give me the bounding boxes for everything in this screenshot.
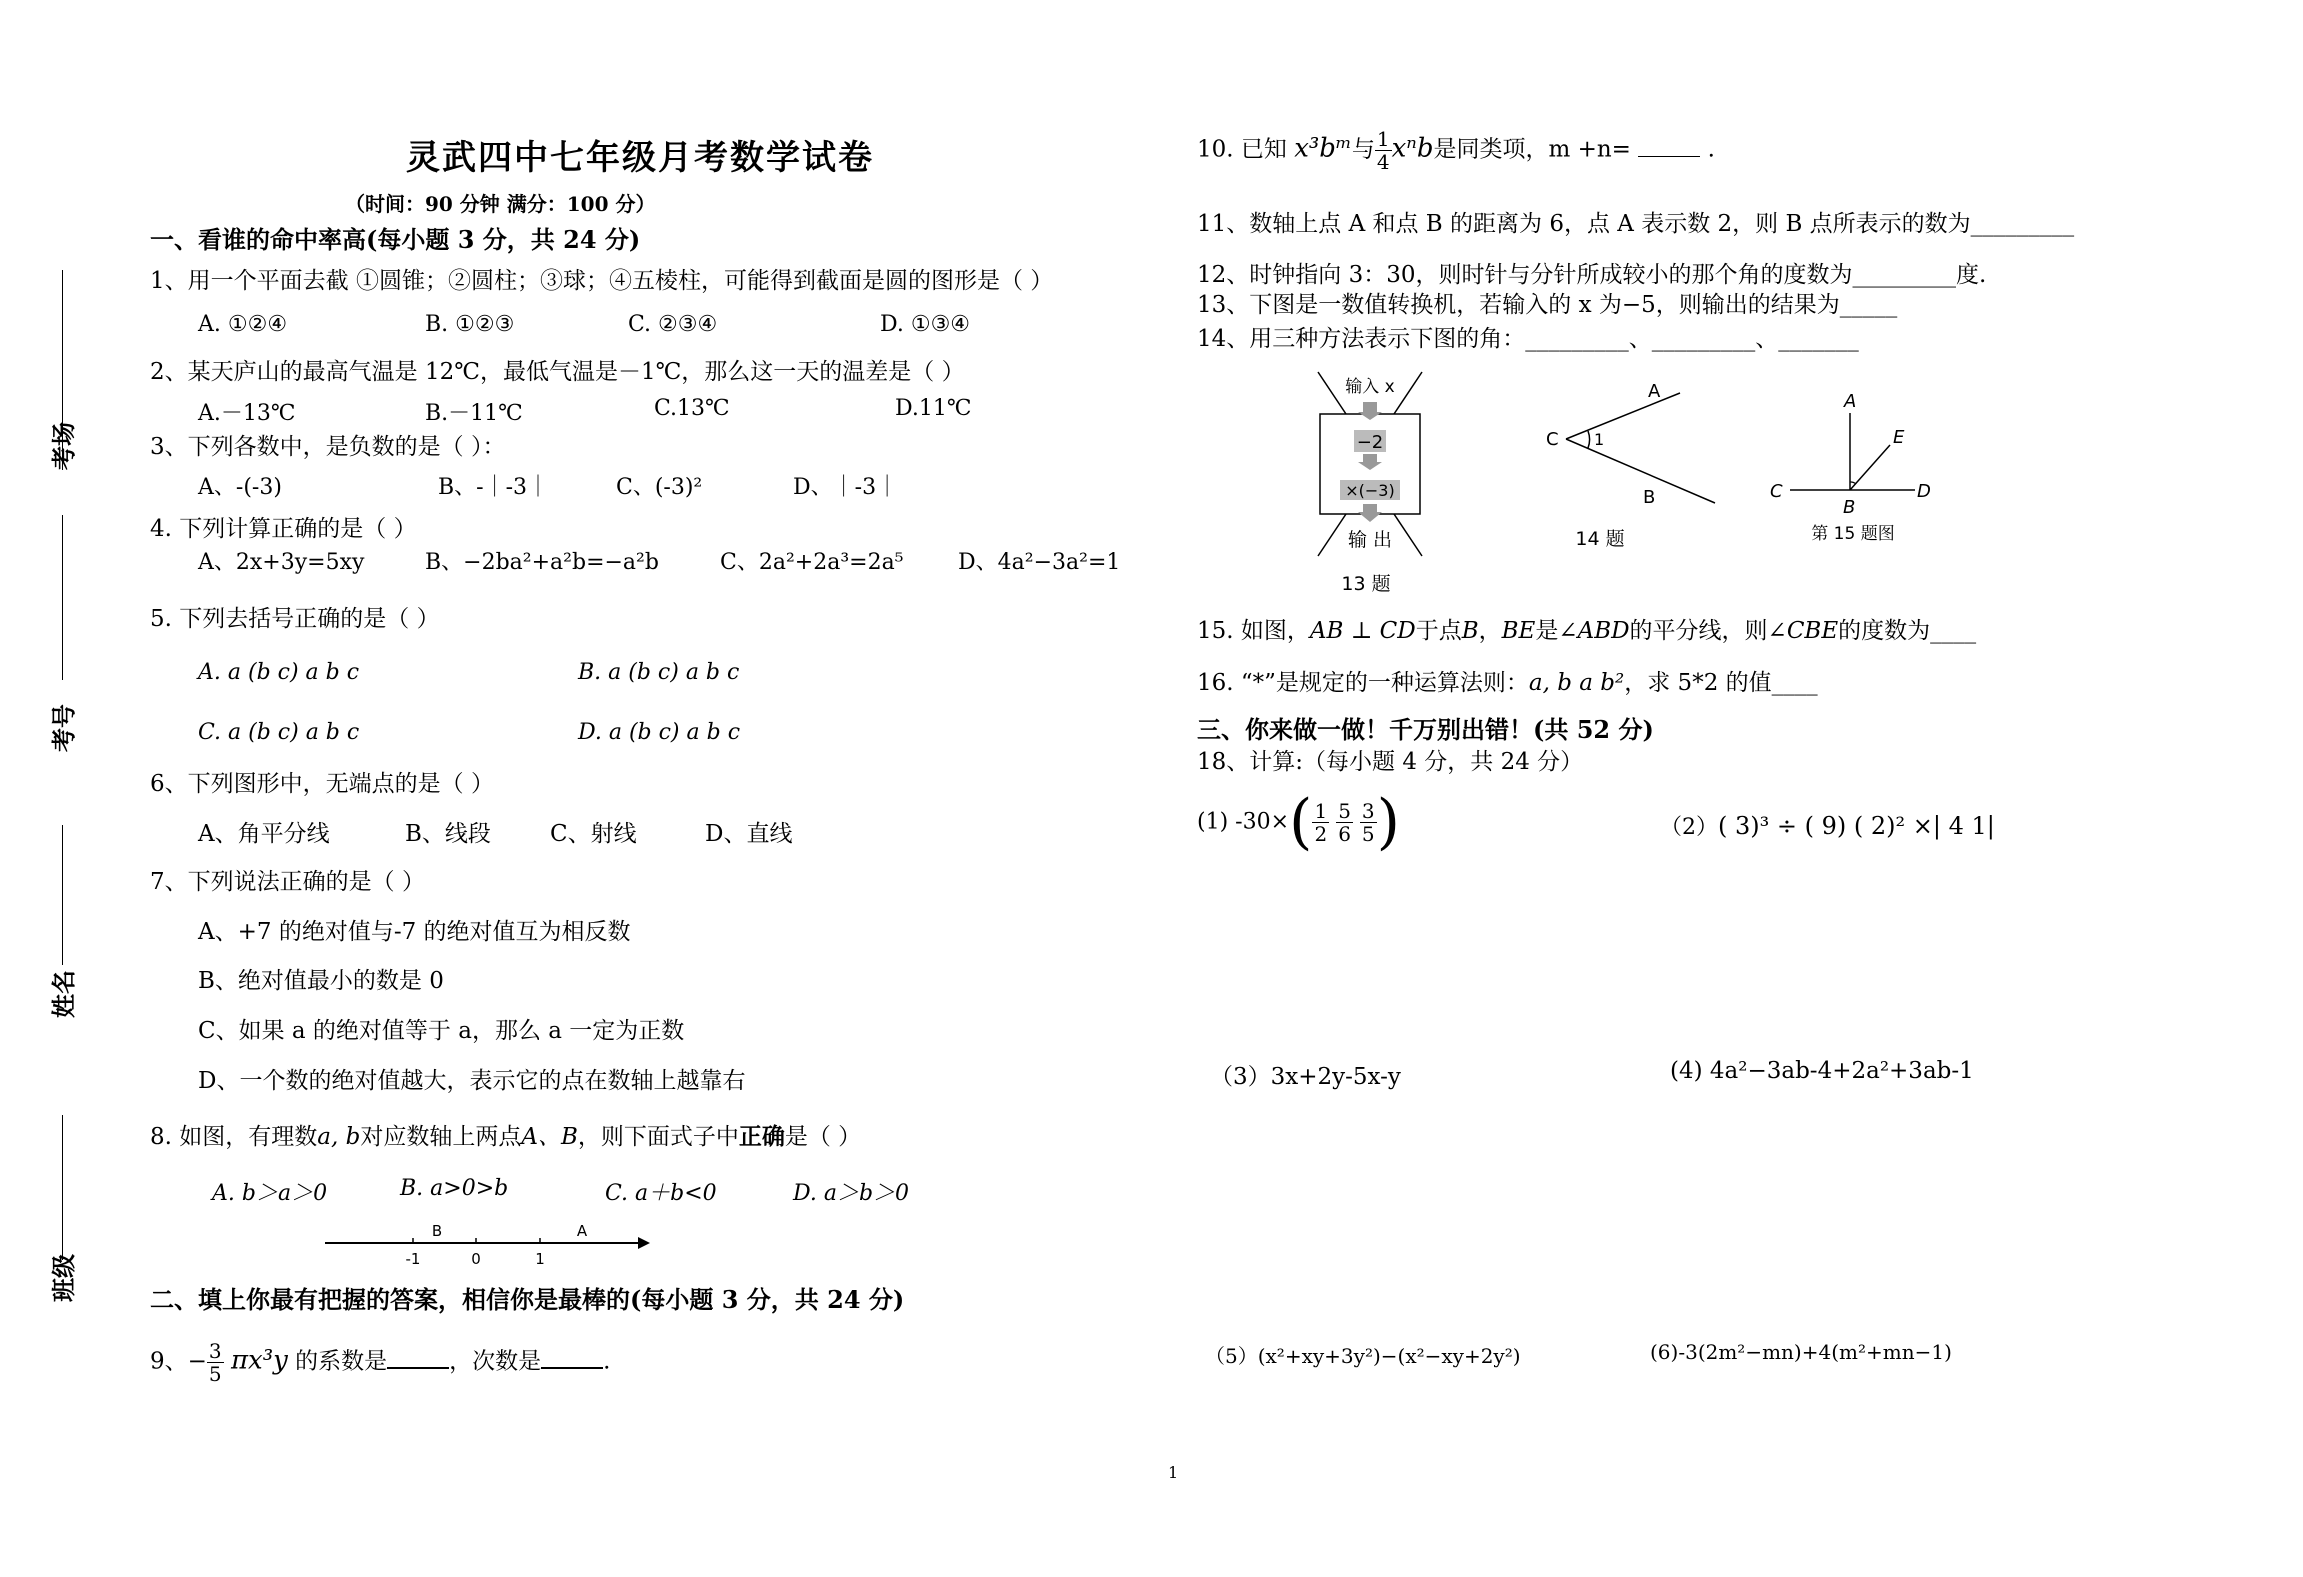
nl-tick-neg1: -1	[405, 1250, 421, 1268]
q16	[1197, 664, 1818, 697]
q15	[1197, 612, 1976, 645]
q7-text: 7、下列说法正确的是（ ）	[150, 869, 425, 895]
section1-heading: 一、看谁的命中率高(每小题 3 分，共 24 分)	[150, 225, 641, 254]
q15-mid3: 是	[1535, 618, 1559, 644]
q5-text: 5. 下列去括号正确的是（ ）	[150, 606, 440, 632]
q8-option-a: A. b＞a＞0	[212, 1181, 328, 1206]
q8-points: A、B	[521, 1124, 578, 1150]
q3-option-c: C、(-3)²	[616, 475, 703, 500]
q8-option-c: C. a＋b<0	[605, 1181, 717, 1206]
q15-abd: ∠ABD	[1558, 618, 1630, 644]
q6-option-b: B、线段	[405, 821, 491, 847]
q7-option-c: C、如果 a 的绝对值等于 a，那么 a 一定为正数	[198, 1018, 685, 1044]
q6-option-a: A、角平分线	[198, 821, 330, 847]
q7-option-a: A、+7 的绝对值与-7 的绝对值互为相反数	[198, 919, 631, 945]
binding-line-3	[62, 825, 63, 965]
calc-4: (4) 4a²−3ab-4+2a²+3ab-1	[1670, 1058, 1974, 1084]
fig15-a: A	[1844, 391, 1857, 412]
q4-text: 4. 下列计算正确的是（ ）	[150, 516, 417, 542]
q15-be: BE	[1501, 618, 1536, 644]
section2-heading: 二、填上你最有把握的答案，相信你是最棒的(每小题 3 分，共 24 分)	[150, 1285, 905, 1314]
q10	[1197, 128, 1715, 173]
fig14-b: B	[1643, 487, 1656, 508]
calc-2	[1660, 810, 1995, 841]
calc-2-expr: ( 3)³ ÷ ( 9) ( 2)² ×| 4 1|	[1718, 812, 1995, 840]
label-name: 姓名	[49, 970, 78, 1018]
binding-line-4	[62, 1115, 63, 1260]
nl-point-b: B	[431, 1222, 443, 1240]
fig13-input: 输入 x	[1345, 377, 1395, 397]
q5-option-d: D. a (b c) a b c	[578, 720, 741, 745]
q2-option-b: B.－11℃	[425, 401, 523, 426]
q12: 12、时钟指向 3：30，则时针与分针所成较小的那个角的度数为_________度.	[1197, 262, 1987, 288]
q16-text: 16. “*”是规定的一种运算法则：	[1197, 670, 1529, 696]
q10-expr2: xⁿb	[1391, 133, 1434, 164]
q9-den: 5	[208, 1362, 222, 1386]
q15-prefix: 15. 如图，	[1197, 618, 1310, 644]
q3-option-a: A、-(-3)	[198, 475, 282, 500]
q15-mid2: ，	[1478, 618, 1502, 644]
q10-prefix: 10. 已知	[1197, 136, 1287, 163]
q10-expr1: x³bᵐ	[1294, 133, 1352, 164]
q2-option-a: A.－13℃	[198, 401, 296, 426]
q10-fraction	[1375, 128, 1392, 173]
q3-text: 3、下列各数中，是负数的是（ ）：	[150, 434, 506, 460]
q7-option-b: B、绝对值最小的数是 0	[198, 968, 444, 994]
fig14-c: C	[1546, 429, 1559, 450]
q2-option-d: D.11℃	[895, 396, 972, 421]
q8-vars: a, b	[317, 1124, 361, 1150]
label-exam-room: 考场	[49, 422, 78, 470]
q3-option-d: D、｜-3｜	[793, 475, 899, 500]
q14: 14、用三种方法表示下图的角：_________、_________、_______	[1197, 326, 1859, 352]
calc-1-rparen: )	[1376, 787, 1401, 857]
q15-expr: AB ⊥ CD	[1309, 618, 1416, 644]
calc-1-f3: $\frac{3}{5}$	[1361, 798, 1375, 846]
q2-option-c: C.13℃	[654, 396, 730, 421]
calc-3: （3）3x+2y-5x-y	[1210, 1064, 1401, 1090]
q5-option-c: C. a (b c) a b c	[198, 720, 360, 745]
q9-mid: 的系数是	[295, 1348, 388, 1375]
number-line-figure	[320, 1218, 650, 1278]
fig15-e: E	[1893, 427, 1905, 448]
label-exam-number: 考号	[49, 704, 78, 752]
calc-1	[1197, 787, 1401, 857]
fig14-a: A	[1648, 381, 1661, 402]
fig13-output: 输 出	[1347, 529, 1393, 551]
calc-5: （5）(x²+xy+3y²)−(x²−xy+2y²)	[1205, 1344, 1521, 1368]
q8-text-d: 是（ ）	[784, 1124, 862, 1150]
binding-line-2	[62, 515, 63, 680]
q8-text-a: 8. 如图，有理数	[150, 1124, 318, 1150]
calc-6: (6)-3(2m²−mn)+4(m²+mn−1)	[1650, 1340, 1952, 1364]
fig14-one: 1	[1594, 430, 1605, 449]
q13: 13、下图是一数值转换机，若输入的 x 为−5，则输出的结果为_____	[1197, 292, 1898, 318]
q4-option-b: B、−2ba²+a²b=−a²b	[425, 550, 659, 575]
q10-with: 与	[1351, 136, 1375, 163]
q9-dot: .	[603, 1348, 611, 1375]
q1-option-a: A. ①②④	[198, 312, 288, 337]
q8-text-b: 对应数轴上两点	[360, 1124, 522, 1150]
fig13-op2: ×(−3)	[1345, 481, 1395, 500]
q8-text	[150, 1118, 861, 1151]
q10-num: 1	[1376, 127, 1390, 151]
q1-text: 1、用一个平面去截 ①圆锥；②圆柱；③球；④五棱柱，可能得到截面是圆的图形是（ ）	[150, 268, 1054, 294]
section3-heading: 三、你来做一做！千万别出错！(共 52 分)	[1197, 715, 1654, 744]
q15-cbe: ∠CBE	[1767, 618, 1839, 644]
calc-1-lparen: (	[1289, 787, 1313, 857]
q1-option-c: C. ②③④	[628, 312, 718, 337]
page-subtitle: （时间：90 分钟 满分：100 分）	[345, 192, 656, 216]
q7-option-d: D、一个数的绝对值越大，表示它的点在数轴上越靠右	[198, 1068, 746, 1094]
q2-text: 2、某天庐山的最高气温是 12℃，最低气温是－1℃，那么这一天的温差是（ ）	[150, 359, 965, 385]
calc-1-f1: $\frac{1}{2}$	[1314, 798, 1328, 846]
q10-rest: 是同类项，m +n=	[1433, 136, 1631, 163]
fig15-caption: 第 15 题图	[1811, 524, 1895, 544]
q9	[150, 1340, 610, 1385]
page-title: 灵武四中七年级月考数学试卷	[406, 138, 874, 178]
q6-text: 6、下列图形中，无端点的是（ ）	[150, 771, 494, 797]
q10-end: .	[1707, 136, 1715, 163]
q9-expr: πx³y	[230, 1345, 288, 1376]
q3-option-b: B、-｜-3｜	[438, 475, 550, 500]
q15-b: B	[1461, 618, 1479, 644]
q8-option-b: B. a>0>b	[400, 1176, 509, 1201]
q9-end: ，次数是	[449, 1348, 542, 1375]
q15-end: 的度数为____	[1838, 618, 1977, 644]
q11: 11、数轴上点 A 和点 B 的距离为 6，点 A 表示数 2，则 B 点所表示的数为_________	[1197, 211, 2075, 237]
fig15-c: C	[1770, 481, 1783, 502]
q4-option-c: C、2a²+2a³=2a⁵	[720, 550, 904, 575]
calc-1-label: (1) -30×	[1197, 809, 1290, 835]
nl-point-a: A	[576, 1222, 588, 1240]
q8-option-d: D. a＞b＞0	[793, 1181, 910, 1206]
q6-option-c: C、射线	[550, 821, 637, 847]
q9-num: 3	[208, 1339, 222, 1363]
q9-fraction	[207, 1340, 224, 1385]
calc-1-f2: $\frac{5}{6}$	[1338, 798, 1351, 846]
q15-mid4: 的平分线，则	[1629, 618, 1768, 644]
q8-text-bold: 正确	[738, 1123, 785, 1150]
nl-tick-0: 0	[471, 1250, 481, 1268]
q5-option-a: A. a (b c) a b c	[198, 660, 360, 685]
figure-14-angle	[1530, 375, 1730, 555]
fig15-b: B	[1843, 497, 1856, 518]
q1-option-b: B. ①②③	[425, 312, 515, 337]
q4-option-a: A、2x+3y=5xy	[198, 550, 365, 575]
fig13-caption: 13 题	[1341, 573, 1391, 595]
page-number: 1	[1168, 1463, 1179, 1482]
label-class: 班级	[49, 1254, 78, 1302]
calc-2-label: （2）	[1660, 815, 1718, 840]
figure-13-converter	[1310, 370, 1450, 600]
q8-text-c: ，则下面式子中	[577, 1124, 739, 1150]
q18: 18、计算:（每小题 4 分，共 24 分）	[1197, 749, 1584, 775]
q16-end: ，求 5*2 的值____	[1624, 670, 1818, 696]
q5-option-b: B. a (b c) a b c	[578, 660, 740, 685]
fig15-d: D	[1917, 481, 1931, 502]
fig14-caption: 14 题	[1575, 528, 1625, 550]
figure-15-perpendicular	[1765, 385, 1945, 550]
q16-expr: a, b a b²	[1528, 670, 1625, 696]
q9-prefix: 9、−	[150, 1348, 207, 1375]
q15-mid1: 于点	[1415, 618, 1462, 644]
fig13-op1: −2	[1356, 432, 1384, 453]
nl-tick-1: 1	[535, 1250, 545, 1268]
q10-den: 4	[1376, 150, 1390, 174]
q4-option-d: D、4a²−3a²=1	[958, 550, 1121, 575]
q1-option-d: D. ①③④	[880, 312, 971, 337]
q6-option-d: D、直线	[705, 821, 793, 847]
